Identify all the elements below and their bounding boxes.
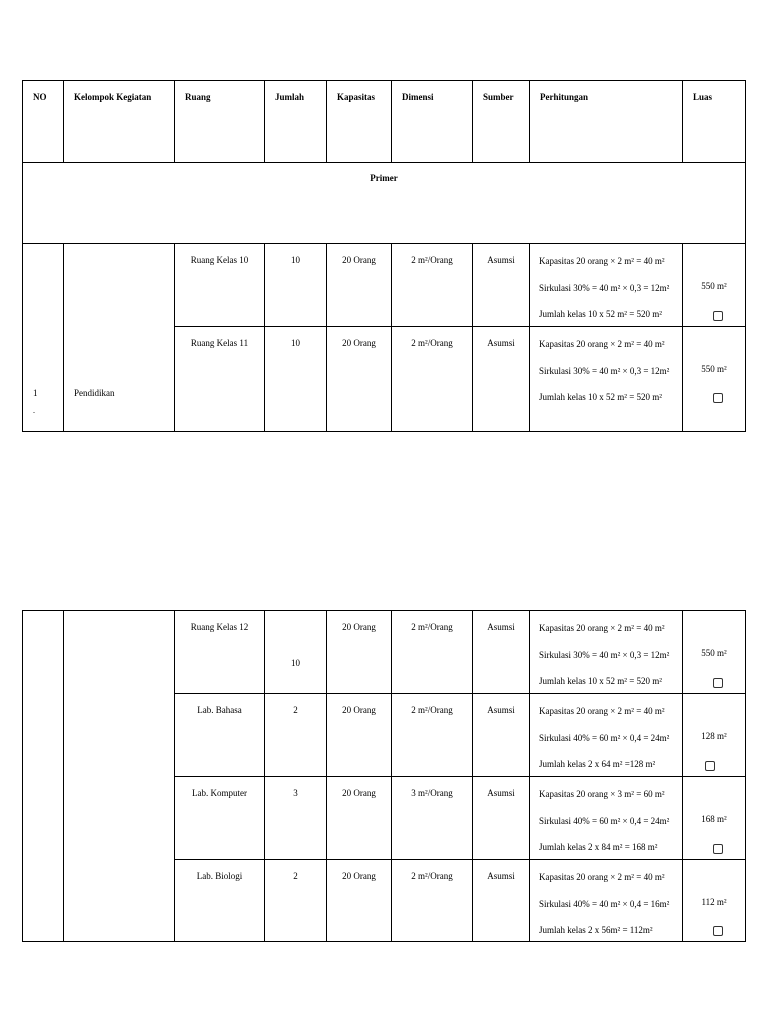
kapasitas-cell: 20 Orang [327, 244, 392, 327]
dimensi-cell: 2 m²/Orang [392, 244, 473, 327]
luas-value: 128 m² [701, 731, 727, 741]
ruang-cell: Ruang Kelas 10 [175, 244, 265, 327]
dimensi-cell: 2 m²/Orang [392, 611, 473, 694]
group-number-cell [23, 611, 64, 942]
checkbox-icon[interactable] [705, 761, 715, 771]
jumlah-cell: 2 [265, 860, 327, 942]
kapasitas-cell: 20 Orang [327, 694, 392, 777]
sumber-cell: Asumsi [473, 860, 530, 942]
ruang-cell: Ruang Kelas 12 [175, 611, 265, 694]
dimensi-cell: 2 m²/Orang [392, 327, 473, 432]
calc-line: Sirkulasi 40% = 60 m² × 0,4 = 24m² [539, 815, 670, 826]
group-number-cell [23, 244, 64, 432]
ruang-cell: Lab. Komputer [175, 777, 265, 860]
header-luas: Luas [683, 81, 746, 163]
jumlah-cell: 3 [265, 777, 327, 860]
calc-line: Kapasitas 20 orang × 2 m² = 40 m² [539, 339, 665, 349]
checkbox-icon[interactable] [713, 393, 723, 403]
luas-cell [683, 327, 746, 432]
jumlah-cell: 10 [265, 327, 327, 432]
jumlah-cell: 10 [265, 244, 327, 327]
calc-line: Sirkulasi 30% = 40 m² × 0,3 = 12m² [539, 365, 670, 376]
header-perhitungan: Perhitungan [530, 81, 683, 163]
luas-cell [683, 611, 746, 694]
sumber-cell: Asumsi [473, 327, 530, 432]
perhitungan-cell [530, 694, 683, 777]
header-row [23, 81, 746, 163]
calc-line: Jumlah kelas 10 x 52 m² = 520 m² [539, 309, 662, 319]
ruang-cell: Lab. Bahasa [175, 694, 265, 777]
luas-cell [683, 244, 746, 327]
jumlah-cell [265, 611, 327, 694]
section-row [23, 163, 746, 244]
kapasitas-cell: 20 Orang [327, 327, 392, 432]
checkbox-icon[interactable] [713, 844, 723, 854]
luas-value: 168 m² [701, 814, 727, 824]
calc-line: Jumlah kelas 2 x 64 m² =128 m² [539, 759, 656, 769]
header-no: NO [23, 81, 64, 163]
table-row [23, 244, 746, 327]
calc-line: Jumlah kelas 2 x 84 m² = 168 m² [539, 842, 658, 852]
perhitungan-cell [530, 327, 683, 432]
calc-line: Kapasitas 20 orang × 2 m² = 40 m² [539, 623, 665, 633]
perhitungan-cell [530, 611, 683, 694]
luas-value: 550 m² [701, 281, 727, 291]
perhitungan-cell [530, 244, 683, 327]
perhitungan-cell [530, 860, 683, 942]
calc-line: Sirkulasi 40% = 40 m² × 0,4 = 16m² [539, 898, 670, 909]
luas-cell [683, 694, 746, 777]
jumlah-cell: 2 [265, 694, 327, 777]
dimensi-cell: 2 m²/Orang [392, 694, 473, 777]
kapasitas-cell: 20 Orang [327, 611, 392, 694]
sumber-cell: Asumsi [473, 777, 530, 860]
header-jumlah: Jumlah [265, 81, 327, 163]
luas-cell [683, 777, 746, 860]
table-row [23, 611, 746, 694]
calc-line: Jumlah kelas 2 x 56m² = 112m² [539, 925, 653, 935]
calc-line: Kapasitas 20 orang × 2 m² = 40 m² [539, 706, 665, 716]
sumber-cell: Asumsi [473, 694, 530, 777]
dimensi-cell: 3 m²/Orang [392, 777, 473, 860]
luas-value: 112 m² [701, 897, 727, 907]
header-sumber: Sumber [473, 81, 530, 163]
kapasitas-cell: 20 Orang [327, 777, 392, 860]
sumber-cell: Asumsi [473, 611, 530, 694]
calc-line: Kapasitas 20 orang × 3 m² = 60 m² [539, 789, 665, 799]
luas-cell [683, 860, 746, 942]
sumber-cell: Asumsi [473, 244, 530, 327]
ruang-cell: Lab. Biologi [175, 860, 265, 942]
group-number-dot: . [33, 406, 35, 415]
checkbox-icon[interactable] [713, 678, 723, 688]
group-name-cell [64, 611, 175, 942]
perhitungan-cell [530, 777, 683, 860]
calc-line: Jumlah kelas 10 x 52 m² = 520 m² [539, 392, 662, 402]
kapasitas-cell: 20 Orang [327, 860, 392, 942]
luas-value: 550 m² [701, 364, 727, 374]
header-kelompok: Kelompok Kegiatan [64, 81, 175, 163]
dimensi-cell: 2 m²/Orang [392, 860, 473, 942]
group-number: 1 [33, 388, 38, 398]
header-dimensi: Dimensi [392, 81, 473, 163]
checkbox-icon[interactable] [713, 311, 723, 321]
ruang-cell: Ruang Kelas 11 [175, 327, 265, 432]
group-name-cell [64, 244, 175, 432]
luas-value: 550 m² [701, 648, 727, 658]
space-table-page-1 [22, 80, 746, 432]
space-table-page-2 [22, 610, 746, 942]
calc-line: Sirkulasi 30% = 40 m² × 0,3 = 12m² [539, 282, 670, 293]
header-ruang: Ruang [175, 81, 265, 163]
calc-line: Sirkulasi 40% = 60 m² × 0,4 = 24m² [539, 732, 670, 743]
calc-line: Sirkulasi 30% = 40 m² × 0,3 = 12m² [539, 649, 670, 660]
section-title: Primer [23, 163, 746, 244]
checkbox-icon[interactable] [713, 926, 723, 936]
calc-line: Kapasitas 20 orang × 2 m² = 40 m² [539, 256, 665, 266]
group-name: Pendidikan [74, 388, 115, 398]
calc-line: Jumlah kelas 10 x 52 m² = 520 m² [539, 676, 662, 686]
calc-line: Kapasitas 20 orang × 2 m² = 40 m² [539, 872, 665, 882]
header-kapasitas: Kapasitas [327, 81, 392, 163]
jumlah-value: 10 [291, 658, 300, 668]
